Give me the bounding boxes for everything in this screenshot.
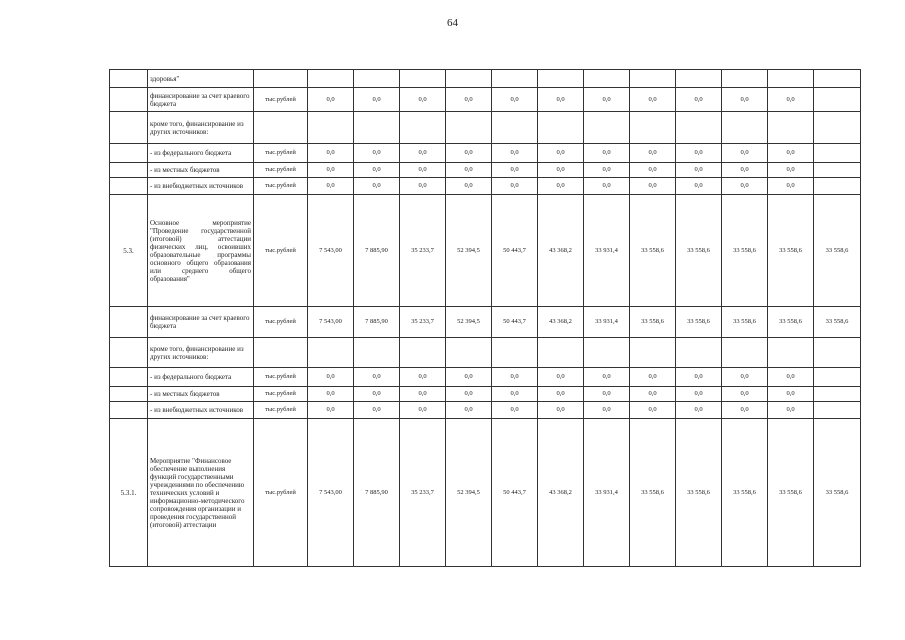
value-cell: 0,0 [630,368,676,387]
value-cell [400,112,446,144]
value-cell: 0,0 [768,387,814,402]
value-cell [308,70,354,88]
value-cell: 35 233,7 [400,195,446,307]
row-number-cell: 5.3. [110,195,148,307]
value-cell: 33 558,6 [768,419,814,567]
row-unit-cell: тыс.рублей [254,178,308,195]
page-number: 64 [447,17,458,29]
row-name-cell: здоровья" [148,70,254,88]
value-cell: 0,0 [630,144,676,163]
value-cell: 0,0 [354,163,400,178]
value-cell: 0,0 [630,387,676,402]
row-unit-cell: тыс.рублей [254,368,308,387]
value-cell: 7 543,00 [308,195,354,307]
value-cell: 0,0 [538,368,584,387]
value-cell: 0,0 [446,163,492,178]
value-cell: 0,0 [538,178,584,195]
value-cell [722,70,768,88]
value-cell: 0,0 [676,402,722,419]
row-name-cell: кроме того, финансирование из других источников: [148,112,254,144]
value-cell: 0,0 [446,368,492,387]
table-row [110,88,861,112]
value-cell: 0,0 [492,88,538,112]
value-cell: 0,0 [354,402,400,419]
value-cell: 0,0 [676,144,722,163]
table-row [110,402,861,419]
value-cell: 0,0 [308,163,354,178]
table-row [110,419,861,567]
value-cell: 0,0 [400,368,446,387]
value-cell [814,88,861,112]
value-cell: 7 885,90 [354,195,400,307]
row-unit-cell: тыс.рублей [254,195,308,307]
row-name-cell: финансирование за счет краевого бюджета [148,307,254,338]
row-number-cell [110,163,148,178]
row-name-cell: - из внебюджетных источников [148,178,254,195]
budget-table [109,69,861,567]
value-cell: 0,0 [354,387,400,402]
value-cell [814,402,861,419]
value-cell: 0,0 [630,402,676,419]
value-cell: 0,0 [676,368,722,387]
value-cell: 33 558,6 [630,195,676,307]
value-cell [814,112,861,144]
value-cell: 33 558,6 [630,419,676,567]
value-cell [630,70,676,88]
value-cell: 0,0 [446,178,492,195]
value-cell [768,70,814,88]
table-row [110,144,861,163]
value-cell: 0,0 [722,178,768,195]
value-cell [768,112,814,144]
value-cell [584,70,630,88]
value-cell: 33 558,6 [768,195,814,307]
row-name-cell: финансирование за счет краевого бюджета [148,88,254,112]
value-cell [354,112,400,144]
value-cell: 35 233,7 [400,419,446,567]
table-row [110,368,861,387]
value-cell: 33 558,6 [768,307,814,338]
row-number-cell [110,368,148,387]
value-cell: 33 558,6 [722,307,768,338]
value-cell [308,112,354,144]
value-cell: 0,0 [538,387,584,402]
value-cell: 0,0 [492,178,538,195]
value-cell [446,338,492,368]
row-number-cell [110,70,148,88]
value-cell: 0,0 [630,178,676,195]
value-cell: 0,0 [538,402,584,419]
value-cell: 52 394,5 [446,195,492,307]
value-cell: 33 931,4 [584,195,630,307]
value-cell [354,338,400,368]
value-cell: 7 543,00 [308,419,354,567]
value-cell [630,338,676,368]
value-cell: 0,0 [308,144,354,163]
value-cell: 35 233,7 [400,307,446,338]
value-cell: 0,0 [492,402,538,419]
value-cell [446,112,492,144]
value-cell: 0,0 [354,88,400,112]
value-cell: 0,0 [722,88,768,112]
value-cell [492,70,538,88]
row-number-cell [110,144,148,163]
value-cell: 33 558,6 [722,195,768,307]
value-cell: 43 368,2 [538,195,584,307]
value-cell [400,70,446,88]
value-cell: 0,0 [630,88,676,112]
value-cell [538,112,584,144]
value-cell: 0,0 [446,144,492,163]
row-name-cell: - из местных бюджетов [148,387,254,402]
value-cell: 0,0 [584,178,630,195]
value-cell: 0,0 [768,163,814,178]
value-cell: 0,0 [308,402,354,419]
value-cell: 0,0 [584,368,630,387]
value-cell: 0,0 [400,402,446,419]
value-cell: 0,0 [400,178,446,195]
value-cell: 33 558,6 [676,307,722,338]
value-cell: 33 558,6 [676,419,722,567]
value-cell: 0,0 [676,178,722,195]
value-cell: 0,0 [400,387,446,402]
value-cell [676,70,722,88]
value-cell [630,112,676,144]
table-row [110,112,861,144]
value-cell: 0,0 [584,88,630,112]
value-cell: 0,0 [722,163,768,178]
row-name-cell: - из местных бюджетов [148,163,254,178]
value-cell [814,368,861,387]
row-name-cell: Мероприятие "Финансовое обеспечение выполнения функций государственными учреждениями по обеспечению технических условий и информационно-методического сопровождения организации и проведения государственной (итоговой) аттестации [148,419,254,567]
value-cell: 0,0 [446,402,492,419]
row-unit-cell [254,112,308,144]
value-cell: 33 931,4 [584,419,630,567]
value-cell: 0,0 [308,368,354,387]
value-cell: 0,0 [492,163,538,178]
value-cell [584,112,630,144]
value-cell: 0,0 [492,387,538,402]
row-unit-cell [254,338,308,368]
row-unit-cell: тыс.рублей [254,419,308,567]
row-unit-cell: тыс.рублей [254,402,308,419]
value-cell: 0,0 [492,368,538,387]
table-row [110,178,861,195]
value-cell: 0,0 [354,368,400,387]
value-cell [722,338,768,368]
value-cell [584,338,630,368]
value-cell: 0,0 [768,144,814,163]
value-cell: 0,0 [584,144,630,163]
table-row [110,387,861,402]
value-cell: 33 558,6 [814,307,861,338]
row-unit-cell: тыс.рублей [254,163,308,178]
row-number-cell [110,88,148,112]
value-cell: 7 543,00 [308,307,354,338]
value-cell: 0,0 [722,144,768,163]
value-cell: 33 558,6 [814,195,861,307]
value-cell [446,70,492,88]
value-cell [492,338,538,368]
value-cell: 0,0 [354,178,400,195]
row-unit-cell: тыс.рублей [254,387,308,402]
value-cell: 0,0 [400,144,446,163]
value-cell [814,387,861,402]
row-number-cell [110,307,148,338]
row-name-cell: Основное мероприятие "Проведение государственной (итоговой) аттестации физических лиц, освоивших образовательные программы основного общего образования или среднего общего образования" [148,195,254,307]
value-cell: 7 885,90 [354,419,400,567]
row-number-cell: 5.3.1. [110,419,148,567]
value-cell [354,70,400,88]
value-cell: 0,0 [722,368,768,387]
value-cell: 0,0 [722,402,768,419]
table-row [110,163,861,178]
row-name-cell: кроме того, финансирование из других источников: [148,338,254,368]
value-cell [768,338,814,368]
value-cell [814,338,861,368]
value-cell: 50 443,7 [492,195,538,307]
value-cell: 33 931,4 [584,307,630,338]
value-cell [814,178,861,195]
value-cell [676,112,722,144]
table-row [110,338,861,368]
value-cell: 33 558,6 [814,419,861,567]
value-cell: 0,0 [676,88,722,112]
value-cell: 0,0 [308,387,354,402]
value-cell: 52 394,5 [446,307,492,338]
value-cell [814,163,861,178]
value-cell: 0,0 [538,144,584,163]
value-cell [400,338,446,368]
value-cell: 0,0 [584,402,630,419]
row-name-cell: - из федерального бюджета [148,368,254,387]
value-cell: 0,0 [400,88,446,112]
value-cell: 0,0 [584,387,630,402]
value-cell [308,338,354,368]
value-cell: 0,0 [584,163,630,178]
value-cell: 0,0 [308,88,354,112]
value-cell: 0,0 [354,144,400,163]
value-cell: 0,0 [538,88,584,112]
value-cell: 0,0 [768,368,814,387]
value-cell: 0,0 [676,163,722,178]
row-number-cell [110,402,148,419]
row-number-cell [110,387,148,402]
value-cell: 0,0 [308,178,354,195]
value-cell: 7 885,90 [354,307,400,338]
row-unit-cell: тыс.рублей [254,307,308,338]
value-cell [814,70,861,88]
value-cell: 0,0 [768,402,814,419]
value-cell: 0,0 [492,144,538,163]
value-cell: 0,0 [768,88,814,112]
value-cell: 50 443,7 [492,307,538,338]
value-cell: 0,0 [630,163,676,178]
value-cell: 43 368,2 [538,307,584,338]
table-row [110,195,861,307]
value-cell: 50 443,7 [492,419,538,567]
value-cell: 0,0 [722,387,768,402]
value-cell: 0,0 [538,163,584,178]
value-cell [538,70,584,88]
row-name-cell: - из федерального бюджета [148,144,254,163]
row-unit-cell [254,70,308,88]
row-number-cell [110,112,148,144]
value-cell: 52 394,5 [446,419,492,567]
value-cell [814,144,861,163]
value-cell: 33 558,6 [676,195,722,307]
value-cell [538,338,584,368]
table-row [110,70,861,88]
value-cell: 0,0 [676,387,722,402]
value-cell: 0,0 [446,88,492,112]
row-unit-cell: тыс.рублей [254,88,308,112]
value-cell: 43 368,2 [538,419,584,567]
row-number-cell [110,338,148,368]
row-unit-cell: тыс.рублей [254,144,308,163]
row-name-cell: - из внебюджетных источников [148,402,254,419]
value-cell: 0,0 [446,387,492,402]
value-cell [492,112,538,144]
value-cell: 33 558,6 [630,307,676,338]
table-row [110,307,861,338]
value-cell [676,338,722,368]
value-cell [722,112,768,144]
value-cell: 0,0 [400,163,446,178]
row-number-cell [110,178,148,195]
value-cell: 0,0 [768,178,814,195]
value-cell: 33 558,6 [722,419,768,567]
